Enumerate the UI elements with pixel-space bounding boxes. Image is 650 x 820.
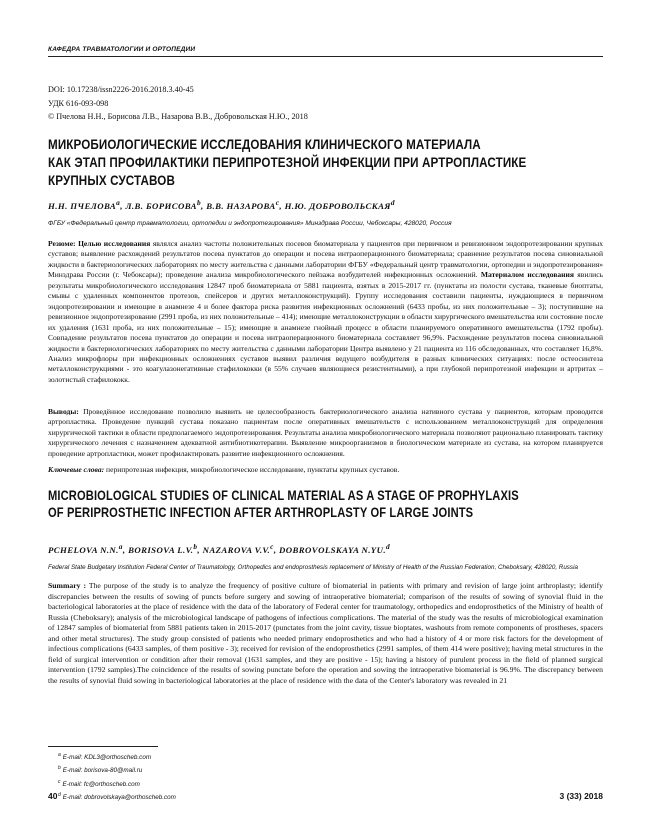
keywords-ru <box>48 465 603 475</box>
conclusions-ru <box>48 407 603 459</box>
keywords-text: перипротезная инфекция, микробиологическое исследование, пунктаты крупных суставов. <box>104 465 400 474</box>
footnote-item: $^a$ E-mail: KDL3@orthoscheb.com <box>58 752 152 762</box>
author-name: Н.Н. ПЧЕЛОВА <box>48 200 117 211</box>
footnote-item: $^d$ E-mail: dobrovolskaya@orthoscheb.com <box>58 791 176 801</box>
conclusions-text: Проведённое исследование позволило выявить не целесообразность бактериологического анализа нативного сустава у пациентов, которым проводится артропластика. Проведение пункций сустава показано пациентам после оперативных вмешательств с использованием металлоконструкций для определения хирургической тактики в области предполагаемого эндопротезирования. Результаты анализа микробиологического материала позволяют рационально планировать тактику хирургического лечения с назначением адекватной антибиотикотерапии. Выявление микроорганизмов в биологическом материале из сустава, на котором планируется проведение артропластики, может профилактировать развитие инфекционного осложнения. <box>48 407 603 458</box>
journal-page <box>48 0 603 820</box>
author-sup: b <box>196 198 202 207</box>
author-sup: a <box>118 542 123 551</box>
abstract-label: Резюме: <box>48 239 76 248</box>
author-name: BORISOVA L.V. <box>128 544 194 555</box>
article-meta <box>48 83 308 124</box>
authors-en: PCHELOVA N.N.$^a$, BORISOVA L.V.$^b$, NAZAROVA V.V.$^c$, DOBROVOLSKAYA N.YU.$^d$ <box>48 542 391 555</box>
title-ru <box>48 137 526 190</box>
footnote-email: E-mail: borisova-80@mail.ru <box>62 767 143 775</box>
title-ru-line: КРУПНЫХ СУСТАВОВ <box>48 172 175 189</box>
author-sup: a <box>116 198 121 207</box>
footnotes <box>58 750 176 803</box>
author-name: В.В. НАЗАРОВА <box>206 200 276 211</box>
running-head: КАФЕДРА ТРАВМАТОЛОГИИ И ОРТОПЕДИИ <box>48 46 196 53</box>
title-ru-line: МИКРОБИОЛОГИЧЕСКИЕ ИССЛЕДОВАНИЯ КЛИНИЧЕСКОГО МАТЕРИАЛА <box>48 137 481 153</box>
keywords-label: Ключевые слова: <box>48 465 105 474</box>
author-name: DOBROVOLSKAYA N.YU. <box>279 544 386 555</box>
affiliation-ru: ФГБУ «Федеральный центр травматологии, ортопедии и эндопротезирования» Минздрава России, Чебоксары, 428020, Россия <box>48 220 452 227</box>
goal-label: Целью исследования <box>78 239 151 248</box>
footnote-email: E-mail: fc@orthoscheb.com <box>62 780 140 788</box>
title-en-line: OF PERIPROSTHETIC INFECTION AFTER ARTHROPLASTY OF LARGE JOINTS <box>48 505 474 521</box>
footnote-item: $^c$ E-mail: fc@orthoscheb.com <box>58 778 140 788</box>
udk: УДК 616-093-098 <box>48 98 109 108</box>
summary-en <box>48 581 603 686</box>
author-sup: c <box>270 542 274 551</box>
author-name: PCHELOVA N.N. <box>48 544 119 555</box>
summary-text: The purpose of the study is to analyze the frequency of positive culture of biomaterial in patients with primary and revision of large joint arthroplasty; identify discrepancies between the results of sowing of puncts before surgery and sowing of intraoperative biomaterial; comparison of the results of sowing of synovial fluid in the bacteriological laboratories at the place of residence with the data of the laboratory of Federal center for traumatology, orthopedics and endoprosthetics of the Ministry of health of Russia (Cheboksary); analysis of the microbiological landscape of pathogens of infectious complications. The material of the study was the results of microbiological examination of 12847 samples of biomaterial from 5881 patients taken in 2015-2017 (punctates from the joint cavity, tissue bioptates, washouts from remote components of prostheses, spacers and other metal structures). The study group consisted of patients who needed primary endoprosthetics and who had a history of 4 or more risk factors for the development of infectious complications (6433 samples, of them positive - 3); received for revision of the endoprosthetics (2991 samples, of them 414 were positive); having metal structures in the field of surgical intervention or condition after their removal (1631 samples, and they are positive - 15); having a history of purulent process in the field of planned surgical intervention (1792 samples).The coincidence of the results of sowing punctate before the operation and sowing the intraoperative biomaterial is 96.9%. The discrepancy between the results of synovial fluid sowing in bacteriological laboratories at the place of residence with the data of the Center's laboratory was revealed in 21 <box>48 581 603 685</box>
doi: DOI: 10.17238/issn2226-2016.2018.3.40-45 <box>48 85 194 94</box>
author-sup: d <box>390 198 395 207</box>
abstract-ru <box>48 239 603 385</box>
footnote-item: $^b$ E-mail: borisova-80@mail.ru <box>58 765 143 775</box>
author-name: Л.В. БОРИСОВА <box>125 200 197 211</box>
copyright: © Пчелова Н.Н., Борисова Л.В., Назарова В.В., Добровольская Н.Ю., 2018 <box>48 112 308 122</box>
issue-number: 3 (33) 2018 <box>559 791 603 801</box>
affiliation-en: Federal State Budgetary Institution Federal Center of Traumatology, Orthopedics and endoprosthesis replacement of Ministry of Health of the Russian Federation, Cheboksary, 428020, Russia <box>48 564 578 571</box>
page-number: 40 <box>48 791 58 801</box>
authors-ru: Н.Н. ПЧЕЛОВА$^a$, Л.В. БОРИСОВА$^b$, В.В. НАЗАРОВА$^c$, Н.Ю. ДОБРОВОЛЬСКАЯ$^d$ <box>48 198 395 211</box>
summary-label: Summary : <box>48 581 87 590</box>
footnote-rule <box>48 746 158 747</box>
material-text: явились результаты микробиологического исследования 12847 проб биоматериала от 5881 пациента, взятых в 2015-2017 гг. (пунктаты из полости сустава, тканевые биоптаты, смывы с удаленных компонентов протезов, спейсеров и других металлоконструкций). Группу исследования составили пациенты, нуждающиеся в первичном эндопротезировании и имеющие в анамнезе 4 и более фактора риска развития инфекционных осложнений (6433 пробы, из них положительные – 3); поступившие на ревизионное эндопротезирование (2991 проба, из них положительные – 414); имеющие металлоконструкции в области хирургического вмешательства или состояние после их удаления (1631 проба, из них положительные – 15); имеющие в анамнезе гнойный процесс в области планируемого оперативного вмешательства (1792 пробы). Совпадение результатов посева пунктатов до операции и посева интраоперационного биоматериала составляет 96,9%. Расхождение результатов посева синовиальной жидкости в бактериологических лабораториях по месту жительства с данными лаборатории Центра выявлено у 21 пациента из 116 обследованных, что составляет 16,8%. Анализ микрофлоры при инфекционных осложнениях суставов выявил различия ведущего возбудителя в разных клинических ситуациях: после остеосинтеза металлоконструкциями - это коагулазонегативные стафилококки (в 55% случаев являющиеся резистентными), а при глубокой перипротезной инфекции и артритах – золотистый стафилококк. <box>48 270 603 384</box>
author-name: NAZAROVA V.V. <box>202 544 271 555</box>
title-en-line: MICROBIOLOGICAL STUDIES OF CLINICAL MATERIAL AS A STAGE OF PROPHYLAXIS <box>48 488 519 503</box>
goal-text: являлся анализ частоты положительных посевов биоматериала у пациентов при первичном и ревизионном эндопротезировании крупных суставов; выявление расхождений результатов посева пунктатов до операции и посева интраоперационного биоматериала; сравнение результатов посева синовиальной жидкости в бактериологических лабораториях по месту жительства с данными лаборатории ФГБУ «Федеральный центр травматологии, ортопедии и эндопротезирования» Минздрава России (г. Чебоксары); проведение анализа микробиологического пейзажа возбудителей инфекционных осложнений. <box>48 239 603 280</box>
title-ru-line: КАК ЭТАП ПРОФИЛАКТИКИ ПЕРИПРОТЕЗНОЙ ИНФЕКЦИИ ПРИ АРТРОПЛАСТИКЕ <box>48 154 527 171</box>
author-sup: d <box>385 542 391 551</box>
footnote-email: E-mail: KDL3@orthoscheb.com <box>62 754 152 762</box>
author-name: Н.Ю. ДОБРОВОЛЬСКАЯ <box>284 200 391 211</box>
conclusions-label: Выводы: <box>48 407 79 416</box>
material-label: Материалом исследования <box>480 270 574 280</box>
header-rule <box>48 56 603 57</box>
title-en <box>48 487 519 522</box>
footnote-email: E-mail: dobrovolskaya@orthoscheb.com <box>62 793 176 801</box>
author-sup: c <box>275 198 280 207</box>
author-sup: b <box>193 542 198 551</box>
